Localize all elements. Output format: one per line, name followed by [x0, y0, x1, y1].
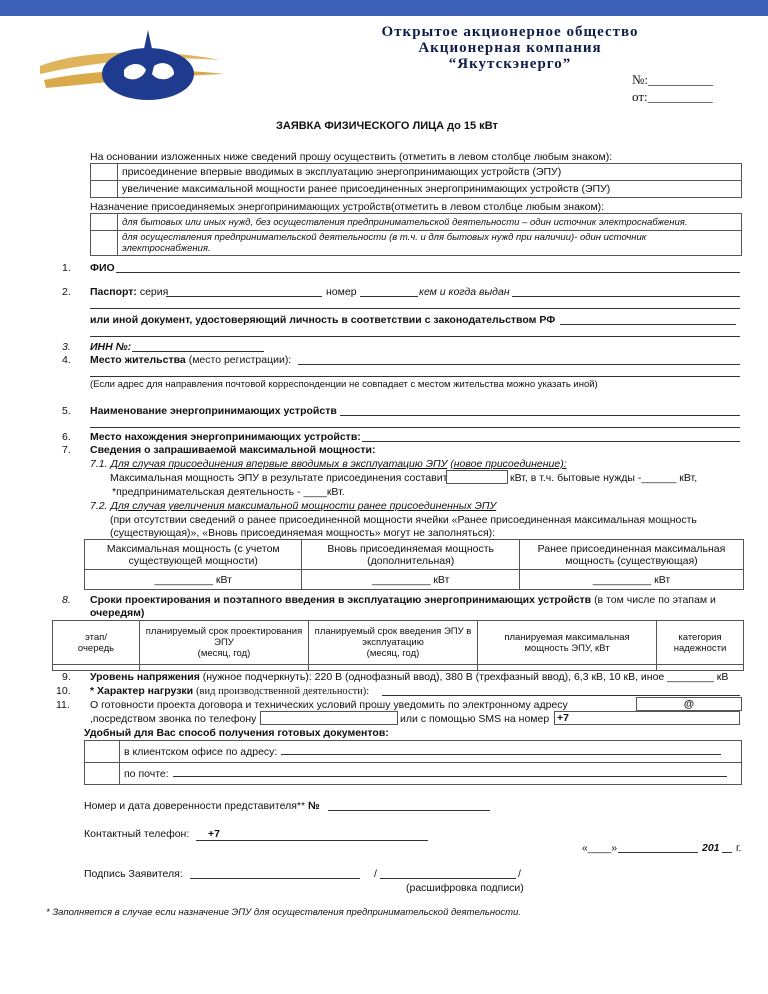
s71-number: 7.1.: [90, 458, 108, 470]
inn-field[interactable]: [132, 351, 264, 352]
device-location-field[interactable]: [362, 441, 740, 442]
org-line-1: Открытое акционерное общество: [381, 24, 639, 40]
power-max-value[interactable]: __________ кВт: [85, 570, 302, 590]
email-field[interactable]: @: [636, 697, 742, 711]
item-4-number: 4.: [62, 354, 71, 366]
notify-sms-label: или с помощью SMS на номер: [400, 713, 550, 725]
purpose2-label: для осуществления предпринимательской деятельности (в т.ч. и для бытовых нужд при наличии)- один источник: [122, 232, 647, 243]
item8-text: Сроки проектирования и поэтапного введения в эксплуатацию энергопринимающих устройств: [90, 594, 592, 606]
passport-issued-field[interactable]: [512, 296, 740, 297]
checkbox-mail[interactable]: [85, 763, 120, 785]
address-note: (Если адрес для направления почтовой корреспонденции не совпадает с местом жительства можно указать иной): [90, 379, 598, 390]
device-location-label: Место нахождения энергопринимающих устройств:: [90, 431, 361, 443]
company-logo: [30, 22, 230, 114]
s72-number: 7.2.: [90, 500, 108, 512]
proxy-field[interactable]: [328, 810, 490, 811]
s72-note-1: (при отсутствии сведений о ранее присоединенной мощности ячейки «Ранее присоединенная максимальная мощность: [110, 514, 697, 526]
power-info-label: Сведения о запрашиваемой максимальной мощности:: [90, 444, 376, 456]
proxy-no: №: [308, 800, 320, 812]
s71-label: Для случая присоединения впервые вводимых в эксплуатацию ЭПУ: [110, 458, 448, 470]
item-2-number: 2.: [62, 286, 71, 298]
voltage-label: Уровень напряжения: [90, 671, 200, 683]
item-10-number: 10.: [56, 685, 71, 697]
item-9-number: 9.: [62, 671, 71, 683]
power-col-max: Максимальная мощность (с учетом существующей мощности): [85, 540, 302, 570]
other-doc-extra-line[interactable]: [90, 336, 740, 337]
residence-note: (место регистрации):: [188, 354, 292, 366]
fio-label: ФИО: [90, 262, 115, 274]
date-year-field[interactable]: [722, 852, 732, 853]
issued-label: кем и когда выдан: [419, 286, 510, 298]
load-label: * Характер нагрузки: [90, 685, 194, 697]
notify-text: О готовности проекта договора и технических условий прошу уведомить по электронному адресу: [90, 699, 568, 711]
sched-col-category: категория надежности: [657, 621, 744, 665]
notify-phone-field[interactable]: [260, 711, 398, 725]
s72-label: Для случая увеличения максимальной мощности ранее присоединенных ЭПУ: [110, 500, 497, 512]
item-3-number: 3.: [62, 341, 71, 353]
sms-number-field[interactable]: +7: [554, 711, 740, 725]
footnote: * Заполняется в случае если назначение ЭПУ для осуществления предпринимательской деятельности.: [46, 907, 521, 918]
form-title: ЗАЯВКА ФИЗИЧЕСКОГО ЛИЦА до 15 кВт: [276, 120, 498, 132]
device-name-label: Наименование энергопринимающих устройств: [90, 405, 337, 417]
mail-address-field[interactable]: [173, 776, 727, 777]
purpose1-label: для бытовых или иных нужд, без осуществления предпринимательской деятельности – один источник электроснабжения.: [118, 214, 742, 231]
item8-text2: очередям): [90, 607, 145, 619]
passport-extra-line[interactable]: [90, 308, 740, 309]
date-month-field[interactable]: [618, 852, 698, 853]
load-field[interactable]: [382, 695, 740, 696]
office-address-field[interactable]: [281, 754, 721, 755]
registration-date[interactable]: от:__________: [632, 89, 713, 104]
s71-business: *предпринимательская деятельность - ____кВт.: [112, 486, 345, 498]
purpose2-label-cont: электроснабжения.: [122, 243, 211, 254]
checkbox-opt1[interactable]: [91, 164, 118, 181]
connection-type-table: [90, 163, 742, 198]
signature-decode-field[interactable]: [380, 878, 516, 879]
sched-col-stage: этап/ очередь: [53, 621, 140, 665]
mail-label: по почте:: [124, 767, 169, 780]
sched-col-design: планируемый срок проектирования ЭПУ (месяц, год): [140, 621, 309, 665]
opt2-label: увеличение максимальной мощности ранее присоединенных энергопринимающих устройств (ЭПУ): [118, 181, 742, 198]
item-5-number: 5.: [62, 405, 71, 417]
office-label: в клиентском офисе по адресу:: [124, 745, 278, 758]
series-label: серия: [139, 286, 169, 298]
passport-number-field[interactable]: [360, 296, 418, 297]
notify-phone-label: ,посредством звонка по телефону: [90, 713, 257, 725]
item-7-number: 7.: [62, 444, 71, 456]
date-day[interactable]: «____»: [582, 842, 618, 854]
date-suffix: г.: [736, 842, 742, 854]
inn-label: ИНН №:: [90, 341, 132, 353]
decode-label: (расшифровка подписи): [406, 882, 524, 894]
s71-line: Максимальная мощность ЭПУ в результате присоединения составит: [110, 472, 448, 484]
intro-text: На основании изложенных ниже сведений прошу осуществить (отметить в левом столбце любым знаком):: [90, 151, 613, 163]
item-11-number: 11.: [56, 699, 70, 711]
org-line-3: “Якутскэнерго”: [448, 56, 572, 72]
sign-label: Подпись Заявителя:: [84, 868, 183, 880]
item-1-number: 1.: [62, 262, 71, 274]
residence-extra-line[interactable]: [90, 376, 740, 377]
checkbox-purpose2[interactable]: [91, 231, 118, 256]
purpose-table: [90, 213, 742, 256]
sched-col-commission: планируемый срок введения ЭПУ в эксплуатацию (месяц, год): [309, 621, 478, 665]
power-table: [84, 539, 744, 590]
checkbox-office[interactable]: [85, 741, 120, 763]
delivery-table: [84, 740, 742, 785]
signature-field[interactable]: [190, 878, 360, 879]
number-label: номер: [326, 286, 357, 298]
s71-kw: кВт, в т.ч. бытовые нужды -______ кВт,: [510, 472, 698, 484]
voltage-options[interactable]: (нужное подчеркнуть): 220 В (однофазный ввод), 380 В (трехфазный ввод), 6,3 кВ, 10 кВ, иное ________ кВ: [202, 671, 729, 683]
fio-field[interactable]: [116, 272, 740, 273]
load-note: (вид производственной деятельности):: [196, 686, 370, 697]
item-8-number: 8.: [62, 594, 71, 606]
registration-number[interactable]: №:__________: [632, 72, 714, 87]
power-new-value[interactable]: __________ кВт: [302, 570, 519, 590]
item-6-number: 6.: [62, 431, 71, 443]
phone-field[interactable]: +7: [196, 828, 428, 841]
top-color-bar: [0, 0, 768, 16]
other-doc-field[interactable]: [560, 324, 736, 325]
power-col-new: Вновь присоединяемая мощность (дополнительная): [302, 540, 519, 570]
purpose-text: Назначение присоединяемых энергопринимающих устройств(отметить в левом столбце любым знаком):: [90, 201, 605, 213]
opt1-label: присоединение впервые вводимых в эксплуатацию энергопринимающих устройств (ЭПУ): [118, 164, 742, 181]
passport-label: Паспорт:: [90, 286, 137, 298]
max-power-field[interactable]: [446, 470, 508, 484]
residence-label: Место жительства: [90, 354, 186, 366]
power-col-existing: Ранее присоединенная максимальная мощность (существующая): [519, 540, 743, 570]
other-doc-label: или иной документ, удостоверяющий личность в соответствии с законодательством РФ: [90, 314, 556, 326]
schedule-table: [52, 620, 744, 671]
item8-text-tail: (в том числе по этапам и: [594, 594, 716, 606]
phone-label: Контактный телефон:: [84, 828, 190, 840]
org-line-2: Акционерная компания: [418, 40, 602, 56]
checkbox-purpose1[interactable]: [91, 214, 118, 231]
device-name-extra-line[interactable]: [90, 427, 740, 428]
date-year: 201: [702, 842, 720, 854]
checkbox-opt2[interactable]: [91, 181, 118, 198]
passport-series-field[interactable]: [166, 296, 322, 297]
device-name-field[interactable]: [340, 415, 740, 416]
sched-col-power: планируемая максимальная мощность ЭПУ, кВт: [478, 621, 657, 665]
proxy-label: Номер и дата доверенности представителя**: [84, 800, 306, 812]
delivery-title: Удобный для Вас способ получения готовых документов:: [84, 727, 389, 739]
residence-field[interactable]: [298, 364, 740, 365]
s72-note-2: (существующая)», «Вновь присоединяемая мощность» могут не заполняться):: [110, 527, 496, 539]
power-existing-value[interactable]: __________ кВт: [519, 570, 743, 590]
s71-paren: (новое присоединение):: [450, 458, 567, 470]
